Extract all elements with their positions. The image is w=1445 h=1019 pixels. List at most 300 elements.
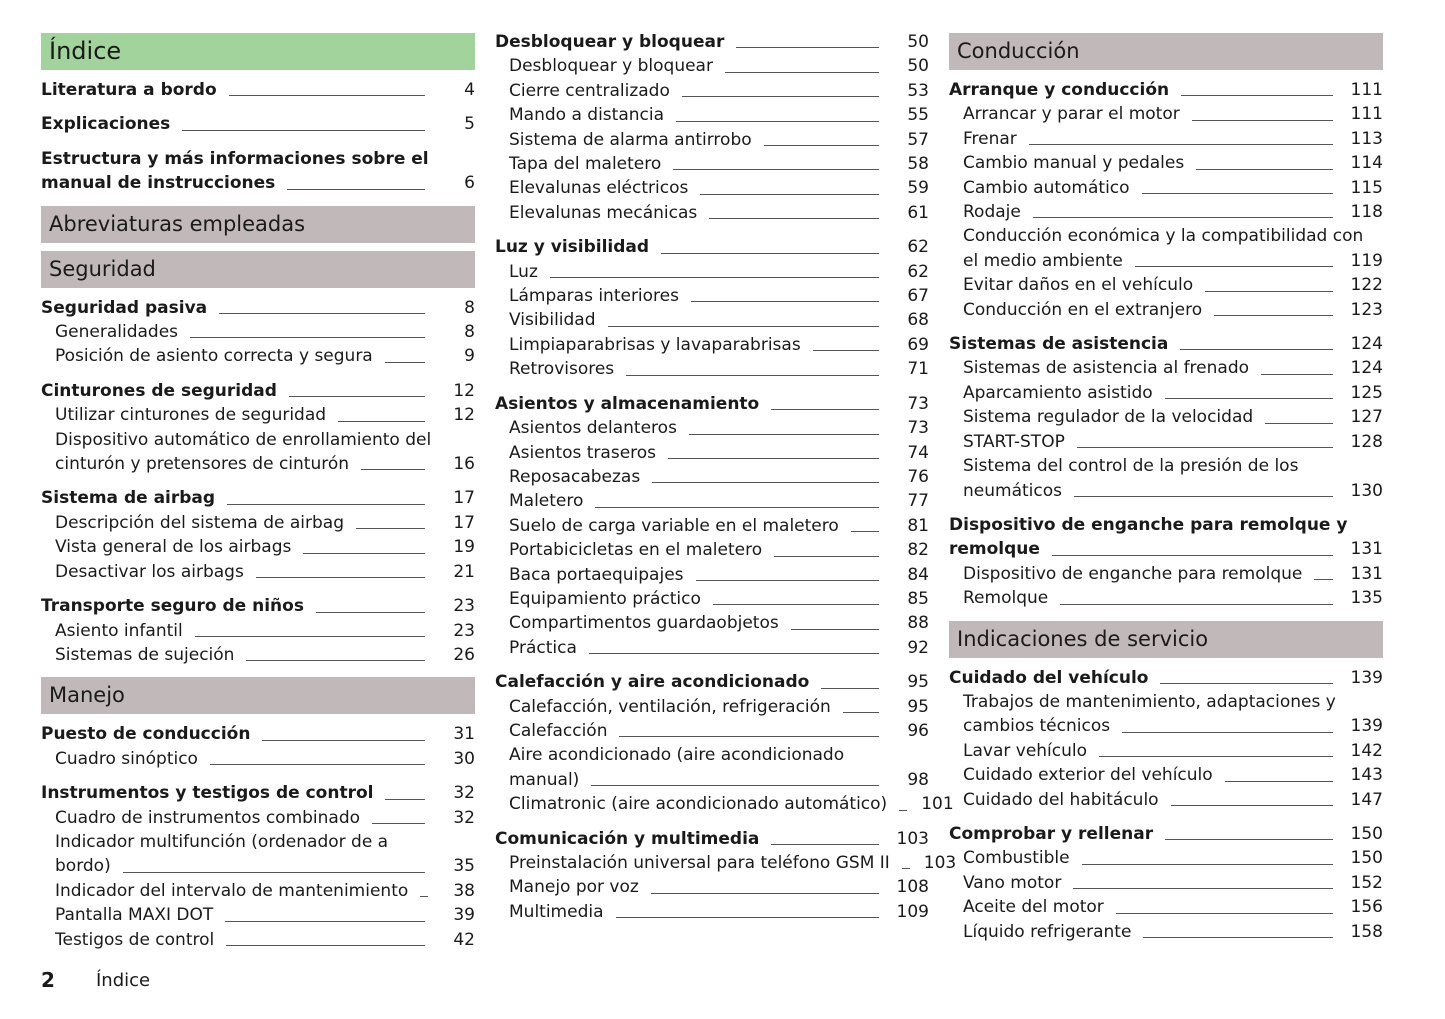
toc-entry[interactable]	[949, 381, 1383, 405]
toc-entry[interactable]	[41, 747, 475, 771]
toc-group	[495, 670, 954, 816]
toc-entry-text: Portabicicletas en el maletero	[509, 540, 763, 561]
toc-entry-text: Indicador multifunción (ordenador de a	[55, 831, 389, 852]
leader-line	[226, 945, 425, 946]
toc-entry[interactable]	[41, 344, 475, 368]
toc-entry[interactable]	[41, 903, 475, 927]
toc-entry-text: Desactivar los airbags	[55, 561, 244, 582]
toc-group	[949, 332, 1383, 503]
toc-entry[interactable]	[949, 298, 1383, 322]
toc-group	[949, 78, 1383, 322]
page-number: 119	[1350, 250, 1383, 271]
toc-entry[interactable]	[495, 260, 929, 284]
leader-line	[1082, 864, 1333, 865]
toc-entry-text: Comprobar y rellenar	[949, 823, 1154, 844]
toc-entry-text: Asientos y almacenamiento	[495, 393, 760, 414]
toc-entry[interactable]	[949, 102, 1383, 126]
toc-entry-text: Asientos traseros	[509, 442, 657, 463]
toc-entry[interactable]	[41, 879, 475, 903]
toc-entry-row	[495, 30, 929, 54]
toc-entry-row	[949, 537, 1383, 561]
page-number: 95	[907, 672, 929, 693]
toc-entry-text: Testigos de control	[55, 929, 215, 950]
leader-line	[372, 823, 425, 824]
leader-line	[1074, 496, 1333, 497]
page-number: 67	[907, 286, 929, 307]
toc-entry[interactable]	[949, 562, 1383, 586]
toc-entry[interactable]	[949, 871, 1383, 895]
toc-entry[interactable]	[949, 846, 1383, 870]
page-number: 57	[907, 129, 929, 150]
toc-entry-text: Seguridad pasiva	[41, 297, 208, 318]
toc-entry-text: Lámparas interiores	[509, 286, 679, 307]
toc-entry-row	[509, 441, 929, 465]
page-number: 158	[1350, 921, 1383, 942]
toc-entry-row	[509, 416, 929, 440]
toc-entry-text: Dispositivo de enganche para remolque	[963, 563, 1303, 584]
toc-entry-row	[509, 792, 954, 816]
toc-entry-row	[509, 538, 929, 562]
toc-entry[interactable]	[949, 586, 1383, 610]
page-number: 77	[907, 491, 929, 512]
toc-chapter[interactable]	[41, 78, 475, 102]
toc-entry-row	[509, 54, 929, 78]
toc-entry[interactable]	[949, 356, 1383, 380]
page-number: 139	[1350, 716, 1383, 737]
leader-line	[287, 189, 425, 190]
leader-line	[356, 528, 425, 529]
toc-entry[interactable]	[495, 792, 954, 816]
toc-entry[interactable]	[949, 788, 1383, 812]
page-number: 68	[907, 310, 929, 331]
toc-entry[interactable]	[495, 611, 929, 635]
toc-entry-row	[509, 260, 929, 284]
toc-entry-row	[55, 619, 475, 643]
toc-entry[interactable]	[949, 176, 1383, 200]
leader-line	[652, 482, 879, 483]
leader-line	[1142, 193, 1333, 194]
toc-entry[interactable]	[41, 320, 475, 344]
toc-entry-text: Visibilidad	[509, 310, 596, 331]
leader-line	[1143, 937, 1333, 938]
leader-line	[700, 194, 879, 195]
toc-entry[interactable]	[949, 690, 1383, 739]
toc-entry-text: Cambio automático	[963, 177, 1130, 198]
toc-entry-text: remolque	[949, 539, 1040, 560]
toc-chapter[interactable]	[495, 670, 929, 694]
toc-entry[interactable]	[495, 201, 929, 225]
toc-entry-text: Aparcamiento asistido	[963, 382, 1153, 403]
toc-entry-text: bordo)	[55, 856, 111, 877]
toc-entry-row	[963, 895, 1383, 919]
leader-line	[725, 72, 879, 73]
page-number: 73	[907, 393, 929, 414]
toc-entry[interactable]	[495, 308, 929, 332]
toc-column-3	[949, 33, 1383, 954]
toc-entry[interactable]	[41, 560, 475, 584]
toc-entry-text: Cuadro sinóptico	[55, 748, 198, 769]
toc-entry[interactable]	[949, 763, 1383, 787]
toc-entry-row	[495, 827, 929, 851]
leader-line	[190, 337, 425, 338]
toc-chapter[interactable]	[41, 486, 475, 510]
page-number: 142	[1350, 740, 1383, 761]
toc-chapter[interactable]	[495, 30, 929, 54]
toc-entry-row	[509, 900, 929, 924]
page-number: 152	[1350, 872, 1383, 893]
toc-entry-text: Estructura y más informaciones sobre el	[41, 148, 429, 169]
leader-line	[771, 409, 879, 410]
toc-entry-row	[495, 392, 929, 416]
toc-entry-row	[41, 486, 475, 510]
toc-entry-row	[509, 103, 929, 127]
toc-entry-row	[509, 636, 929, 660]
toc-chapter[interactable]	[41, 147, 475, 196]
toc-entry-text: cambios técnicos	[963, 716, 1111, 737]
leader-line	[195, 636, 425, 637]
toc-entry-row	[509, 695, 929, 719]
toc-entry[interactable]	[41, 619, 475, 643]
leader-line	[626, 375, 879, 376]
leader-line	[361, 469, 425, 470]
toc-entry-row	[495, 670, 929, 694]
leader-line	[791, 629, 879, 630]
toc-entry[interactable]	[495, 636, 929, 660]
toc-entry-text: Dispositivo de enganche para remolque y	[949, 514, 1348, 535]
toc-entry[interactable]	[495, 465, 929, 489]
toc-entry-row	[55, 535, 475, 559]
leader-line	[1261, 374, 1333, 375]
leader-line	[1165, 839, 1333, 840]
toc-entry[interactable]	[495, 333, 929, 357]
toc-entry[interactable]	[495, 695, 929, 719]
toc-entry[interactable]	[41, 643, 475, 667]
toc-entry-row	[963, 127, 1383, 151]
leader-line	[262, 740, 425, 741]
leader-line	[843, 712, 879, 713]
page-number: 92	[907, 637, 929, 658]
toc-entry-text: Sistema de alarma antirrobo	[509, 129, 752, 150]
page-number: 53	[907, 80, 929, 101]
toc-chapter[interactable]	[949, 78, 1383, 102]
toc-entry-row	[495, 235, 929, 259]
toc-entry[interactable]	[949, 920, 1383, 944]
toc-entry-row	[55, 452, 475, 476]
leader-line	[661, 253, 879, 254]
toc-entry-row	[963, 102, 1383, 126]
leader-line	[709, 218, 879, 219]
page-number: 95	[907, 696, 929, 717]
toc-chapter[interactable]	[41, 722, 475, 746]
toc-entry[interactable]	[495, 54, 929, 78]
page-number: 124	[1350, 334, 1383, 355]
toc-entry-text: Cuadro de instrumentos combinado	[55, 807, 361, 828]
toc-entry-text: Generalidades	[55, 322, 179, 343]
toc-column-1	[41, 33, 475, 962]
page-number: 61	[907, 202, 929, 223]
toc-entry[interactable]	[495, 538, 929, 562]
page-number: 17	[453, 488, 475, 509]
toc-entry-row	[949, 332, 1383, 356]
leader-line	[316, 612, 425, 613]
leader-line	[899, 810, 907, 811]
toc-entry-text: Mando a distancia	[509, 105, 664, 126]
leader-line	[595, 507, 879, 508]
toc-entry-row	[963, 200, 1383, 224]
toc-group	[41, 594, 475, 667]
toc-entry-row	[963, 714, 1383, 738]
toc-entry-row	[963, 788, 1383, 812]
toc-entry[interactable]	[495, 514, 929, 538]
page-number: 8	[464, 322, 475, 343]
section-header: Índice	[41, 33, 475, 70]
leader-line	[1160, 683, 1333, 684]
toc-entry-text: Maletero	[509, 491, 584, 512]
toc-entry[interactable]	[949, 430, 1383, 454]
toc-entry-row	[41, 296, 475, 320]
toc-entry[interactable]	[949, 200, 1383, 224]
toc-entry[interactable]	[495, 152, 929, 176]
toc-chapter[interactable]	[41, 296, 475, 320]
toc-entry-text: Utilizar cinturones de seguridad	[55, 405, 327, 426]
leader-line	[696, 580, 879, 581]
toc-entry[interactable]	[495, 103, 929, 127]
leader-line	[227, 504, 425, 505]
toc-entry[interactable]	[949, 151, 1383, 175]
leader-line	[668, 458, 879, 459]
toc-entry-row	[509, 611, 929, 635]
page-number: 130	[1350, 480, 1383, 501]
page-number: 122	[1350, 275, 1383, 296]
leader-line	[616, 917, 879, 918]
page-number: 111	[1350, 80, 1383, 100]
toc-entry-text: Sistema del control de la presión de los	[963, 456, 1299, 477]
toc-entry-row	[55, 320, 475, 344]
toc-entry[interactable]	[495, 489, 929, 513]
page-number: 26	[453, 644, 475, 665]
toc-entry-text: Transporte seguro de niños	[41, 596, 304, 617]
toc-entry[interactable]	[495, 875, 929, 899]
toc-entry[interactable]	[495, 416, 929, 440]
toc-chapter[interactable]	[949, 666, 1383, 690]
toc-entry-row	[55, 806, 475, 830]
toc-entry[interactable]	[41, 806, 475, 830]
toc-entry-row	[963, 405, 1383, 429]
page-number: 35	[453, 856, 475, 877]
toc-entry-text: Sistema de airbag	[41, 488, 216, 509]
page-number: 139	[1350, 667, 1383, 688]
leader-line	[682, 96, 879, 97]
toc-entry[interactable]	[41, 928, 475, 952]
page-number: 128	[1350, 431, 1383, 452]
toc-chapter[interactable]	[495, 235, 929, 259]
toc-entry-text: manual)	[509, 769, 580, 790]
toc-entry-text: Suelo de carga variable en el maletero	[509, 515, 839, 536]
toc-entry[interactable]	[41, 511, 475, 535]
toc-entry-text: cinturón y pretensores de cinturón	[55, 454, 350, 475]
toc-entry-row	[41, 112, 475, 136]
toc-entry-row	[55, 879, 475, 903]
toc-chapter[interactable]	[949, 822, 1383, 846]
page-number: 150	[1350, 848, 1383, 869]
page-number: 111	[1350, 104, 1383, 125]
toc-entry-row	[509, 851, 957, 875]
page-number: 150	[1350, 823, 1383, 844]
page-number: 42	[453, 929, 475, 950]
leader-line	[902, 868, 910, 869]
toc-entry-text: Elevalunas mecánicas	[509, 202, 698, 223]
page-number: 135	[1350, 588, 1383, 609]
section-header: Seguridad	[41, 251, 475, 288]
toc-entry-row	[55, 903, 475, 927]
toc-entry[interactable]	[495, 563, 929, 587]
toc-entry[interactable]	[41, 403, 475, 427]
toc-entry-row	[949, 666, 1383, 690]
leader-line	[420, 896, 428, 897]
leader-line	[1181, 95, 1333, 96]
toc-entry-text: Aceite del motor	[963, 897, 1104, 918]
toc-entry-text: Sistema regulador de la velocidad	[963, 407, 1254, 428]
toc-chapter[interactable]	[41, 379, 475, 403]
section-header: Manejo	[41, 677, 475, 714]
toc-entry[interactable]	[495, 357, 929, 381]
toc-entry-row	[509, 768, 929, 792]
footer-title: Índice	[96, 970, 151, 991]
toc-entry-text: Dispositivo automático de enrollamiento del	[55, 429, 432, 450]
leader-line	[338, 421, 425, 422]
toc-group	[495, 827, 957, 925]
toc-entry-row	[55, 403, 475, 427]
toc-group	[495, 30, 929, 225]
toc-entry[interactable]	[949, 224, 1383, 273]
toc-entry[interactable]	[41, 535, 475, 559]
toc-chapter[interactable]	[949, 332, 1383, 356]
toc-entry[interactable]	[949, 127, 1383, 151]
page-number: 59	[907, 178, 929, 199]
toc-entry[interactable]	[41, 830, 475, 879]
toc-entry-row	[509, 176, 929, 200]
toc-entry-row	[509, 152, 929, 176]
leader-line	[225, 921, 425, 922]
toc-entry-row	[963, 479, 1383, 503]
toc-entry-text: Cuidado del vehículo	[949, 667, 1149, 688]
toc-entry[interactable]	[41, 428, 475, 477]
toc-entry-text: Reposacabezas	[509, 466, 641, 487]
toc-entry-row	[963, 430, 1383, 454]
toc-entry-text: Desbloquear y bloquear	[495, 32, 725, 52]
toc-entry[interactable]	[949, 454, 1383, 503]
leader-line	[1073, 888, 1333, 889]
toc-entry[interactable]	[495, 79, 929, 103]
toc-entry-text: Cuidado exterior del vehículo	[963, 765, 1213, 786]
leader-line	[210, 764, 425, 765]
toc-entry[interactable]	[495, 743, 929, 792]
leader-line	[689, 434, 879, 435]
page-number: 88	[907, 613, 929, 634]
leader-line	[1116, 913, 1333, 914]
leader-line	[651, 893, 879, 894]
toc-entry[interactable]	[495, 176, 929, 200]
toc-entry[interactable]	[495, 900, 929, 924]
toc-entry-text: el medio ambiente	[963, 250, 1123, 271]
toc-entry-text: Luz	[509, 261, 538, 282]
leader-line	[550, 277, 879, 278]
toc-entry[interactable]	[949, 739, 1383, 763]
page-number: 131	[1350, 539, 1383, 560]
leader-line	[821, 688, 879, 689]
toc-chapter[interactable]	[949, 513, 1383, 562]
toc-entry[interactable]	[949, 273, 1383, 297]
toc-chapter[interactable]	[495, 827, 929, 851]
toc-entry-text: Rodaje	[963, 202, 1021, 223]
page-number: 12	[453, 405, 475, 426]
toc-chapter[interactable]	[495, 392, 929, 416]
page-number: 17	[453, 512, 475, 533]
toc-entry-row	[55, 854, 475, 878]
toc-entry-row	[949, 78, 1383, 102]
page-number: 31	[453, 724, 475, 745]
toc-entry-text: Puesto de conducción	[41, 724, 251, 745]
toc-entry[interactable]	[495, 441, 929, 465]
toc-entry-text: START-STOP	[963, 431, 1065, 452]
page-number: 98	[907, 769, 929, 790]
toc-entry[interactable]	[495, 719, 929, 743]
toc-entry-text: Práctica	[509, 637, 577, 658]
page-number: 124	[1350, 358, 1383, 379]
toc-entry-row	[963, 151, 1383, 175]
page-number: 62	[907, 237, 929, 258]
toc-entry[interactable]	[495, 587, 929, 611]
page-number: 143	[1350, 765, 1383, 786]
toc-entry[interactable]	[495, 284, 929, 308]
leader-line	[1205, 291, 1333, 292]
page-number: 74	[907, 442, 929, 463]
toc-entry-text: Conducción en el extranjero	[963, 299, 1203, 320]
toc-entry-row	[55, 511, 475, 535]
leader-line	[1314, 579, 1333, 580]
toc-entry-text: Compartimentos guardaobjetos	[509, 613, 779, 634]
leader-line	[385, 799, 425, 800]
toc-entry-text: Evitar daños en el vehículo	[963, 275, 1194, 296]
toc-entry[interactable]	[495, 128, 929, 152]
page-number: 114	[1350, 153, 1383, 174]
page-number: 38	[453, 880, 475, 901]
toc-entry-row	[41, 171, 475, 195]
toc-group	[41, 379, 475, 477]
toc-entry-text: Climatronic (aire acondicionado automático)	[509, 794, 888, 815]
page-number: 123	[1350, 299, 1383, 320]
page-number: 73	[907, 418, 929, 439]
toc-entry-row	[963, 176, 1383, 200]
toc-entry[interactable]	[949, 895, 1383, 919]
toc-entry[interactable]	[495, 851, 957, 875]
toc-entry-text: Combustible	[963, 848, 1070, 869]
leader-line	[385, 362, 425, 363]
toc-chapter[interactable]	[41, 594, 475, 618]
leader-line	[229, 95, 425, 96]
toc-entry-text: Calefacción	[509, 720, 608, 741]
toc-entry-text: Aire acondicionado (aire acondicionado	[509, 745, 845, 766]
toc-entry[interactable]	[949, 405, 1383, 429]
page-number: 101	[921, 794, 954, 815]
toc-entry-text: Asiento infantil	[55, 620, 183, 641]
toc-chapter[interactable]	[41, 781, 475, 805]
leader-line	[713, 604, 879, 605]
page-number: 103	[923, 853, 957, 873]
toc-entry-text: Conducción económica y la compatibilidad con	[963, 226, 1364, 247]
toc-chapter[interactable]	[41, 112, 475, 136]
toc-entry-row	[509, 514, 929, 538]
